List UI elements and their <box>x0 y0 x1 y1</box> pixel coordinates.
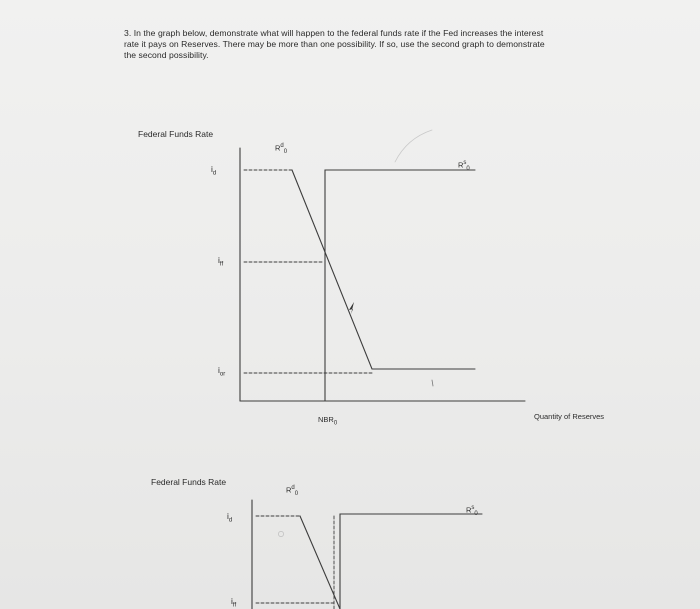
graph2-discount-rate-label: $i_d$ <box>227 511 233 524</box>
question-line: rate it pays on Reserves. There may be more than one possibility. If so, use the second graph to demonstrate <box>124 39 545 49</box>
graph1-nbr-label: $NBR_0$ <box>318 415 338 427</box>
graph1-demand-label: $R^d_0$ <box>275 143 288 155</box>
graph2-demand-label: $R^d_0$ <box>286 485 299 497</box>
graph2-supply-curve <box>340 514 482 609</box>
graph1-supply-label: $R^s_0$ <box>458 160 470 172</box>
graph1-pencil-tick <box>432 380 433 386</box>
graph1-supply-curve <box>325 170 475 401</box>
graph1-x-axis-label: Quantity of Reserves <box>534 412 605 421</box>
graph1-ff-rate-label: $i_{ff}$ <box>218 255 224 268</box>
graph2-pencil-mark <box>278 531 283 536</box>
graph2-ff-rate-label: $i_{ff}$ <box>231 596 237 609</box>
graph2-supply-label: $R^s_0$ <box>466 505 478 517</box>
graph1-discount-rate-label: $i_d$ <box>211 164 217 177</box>
graph1-y-axis-label: Federal Funds Rate <box>138 129 214 139</box>
question-line: the second possibility. <box>124 50 209 60</box>
question-line: 3. In the graph below, demonstrate what will happen to the federal funds rate if the Fed increases the interest <box>124 28 544 38</box>
graph1-demand-curve <box>292 170 475 369</box>
graph2-y-axis-label: Federal Funds Rate <box>151 477 227 487</box>
graph1-pencil-mark <box>395 130 432 162</box>
graph1-ior-rate-label: $i_{or}$ <box>218 365 226 378</box>
